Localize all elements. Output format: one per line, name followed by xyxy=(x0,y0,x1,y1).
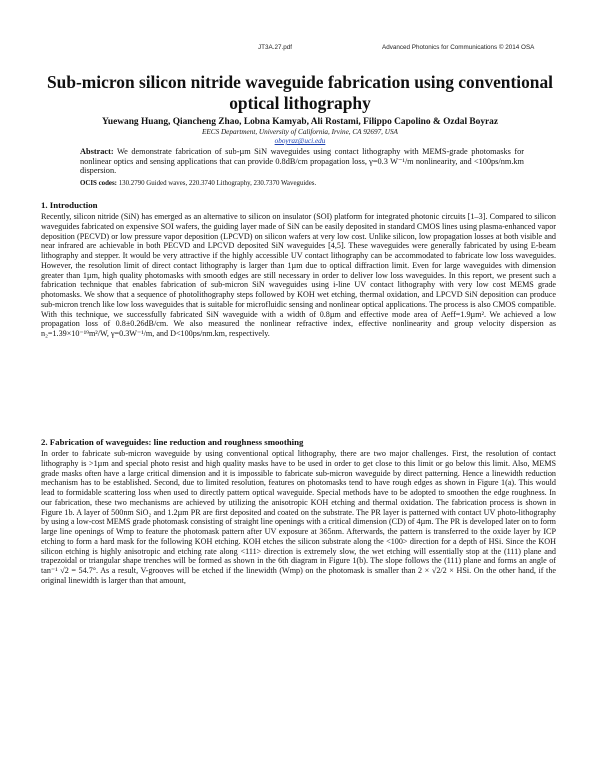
section-heading-introduction: 1. Introduction xyxy=(41,200,98,210)
header-filename: JT3A.27.pdf xyxy=(258,44,292,51)
ocis-codes xyxy=(80,180,524,188)
paper-title: Sub-micron silicon nitride waveguide fabrication using conventional optical lithography xyxy=(47,72,553,113)
section-body-fabrication: In order to fabricate sub-micron waveguide by using conventional optical lithography, there are two major challenges. First, the resolution of contact lithography is >1µm and special photo resist and high quality masks have to be used in order to get close to this limit or go below this limit. Also, MEMS grade masks often have a large critical dimension and it is impossible to fabricate sub-micron waveguide by direct patterning. Hence a linewidth reduction mechanism has to be established. Second, due to limited resolution, features on photomasks tend to have rough edges as shown in Figure 1(a). This would lead to formidable scattering loss when used to directly pattern optical waveguide. Special methods have to be adopted to smoothen the edge roughness. In our fabrication, these two mechanisms are achieved by utilizing the anisotropic KOH etching and thermal oxidation. The fabrication process is shown in Figure 1b. A layer of 500nm SiO₂ and 1.2µm PR are first deposited and coated on the substrate. The PR layer is patterned with contact UV photo-lithography by using a low-cost MEMS grade photomask consisting of straight line openings with a critical dimension (CD) of 4µm. The PR is developed later on to form large line openings of Wmp to feature the photomask pattern after UV exposure at 365nm. Afterwards, the pattern is transferred to the oxide layer by ICP etching to form a hard mask for the following KOH etching. KOH etches the silicon substrate along the <100> direction for a depth of HSi. Since the KOH silicon etching is highly anisotropic and etching rate along <111> direction is extremely slow, the wet etching will essentially stop at the (111) plane and trapezoidal or triangular shape trenches will be formed as shown in the 6th diagram in Figure 1(b). The slope follows the (111) plane and forms an angle of tan⁻¹ √2 = 54.7°. As a result, V-grooves will be etched if the linewidth (Wmp) on the photomask is smaller than 2 × √2/2 × HSi. On the other hand, if the original linewidth is larger than that amount, xyxy=(41,449,556,585)
section-body-introduction: Recently, silicon nitride (SiN) has emerged as an alternative to silicon on insulator (SOI) platform for integrated photonic circuits [1–3]. Compared to silicon waveguides fabricated on expensive SOI wafers, the guiding layer made of SiN can be easily deposited in standard CMOS lines using plasma-enhanced vapor deposition (PECVD) or low pressure vapor deposition (LPCVD) on silicon wafers at very low cost. Unlike silicon, low propagation losses at both visible and near infrared are achievable in both PECVD and LPCVD deposited SiN waveguides [4,5]. These waveguides were generally fabricated by using E-beam lithography and stepper. It would be very attractive if the highly accessible UV contact lithography can be accommodated to fabricate low loss waveguides. However, the resolution limit of direct contact lithography is larger than 1µm due to optical diffraction limit. Even for large waveguides with dimension greater than 1µm, high quality photomasks with smooth edges are still necessary in order to deliver low loss waveguides. In this report, we present such a fabrication technique that enables fabrication of sub-micron SiN waveguides using i-line UV contact lithography with very low cost MEMS grade photomasks. We show that a sequence of photolithography steps followed by KOH wet etching, thermal oxidation, and LPCVD SiN deposition can produce sub-micron trench like low loss waveguides that is suitable for microfluidic sensing and nonlinear optical applications. The process is also CMOS compatible. With this technique, we successfully fabricated SiN waveguide with a width of 0.8µm and effective mode area of Aeff=1.9µm². We achieved a low propagation loss of 0.8±0.26dB/cm. We also measured the nonlinear refractive index, effective nonlinearity and group velocity dispersion as n₂=1.39×10⁻¹⁹m²/W, γ=0.3W⁻¹/m, and D<100ps/nm.km, respectively. xyxy=(41,212,556,338)
author-email-link[interactable]: oboyraz@uci.edu xyxy=(274,137,326,145)
abstract-label: Abstract: xyxy=(80,147,114,156)
ocis-label: OCIS codes: xyxy=(80,180,117,187)
header-conference: Advanced Photonics for Communications © 2014 OSA xyxy=(382,44,535,51)
section-heading-fabrication: 2. Fabrication of waveguides: line reduction and roughness smoothing xyxy=(41,437,304,447)
abstract xyxy=(80,147,524,176)
paper-affiliation: EECS Department, University of California, Irvine, CA 92697, USA xyxy=(202,128,398,136)
paper-authors: Yuewang Huang, Qiancheng Zhao, Lobna Kamyab, Ali Rostami, Filippo Capolino & Ozdal Boyraz xyxy=(101,117,499,127)
ocis-text: 130.2790 Guided waves, 220.3740 Lithography, 230.7370 Waveguides. xyxy=(118,180,317,187)
abstract-text: We demonstrate fabrication of sub-µm SiN waveguides using contact lithography with MEMS-grade photomasks for nonlinear optics and sensing applications that can provide 0.8dB/cm propagation loss, γ=0.3 W⁻¹/m nonlinearity, and <100ps/nm.km dispersion. xyxy=(80,147,524,176)
